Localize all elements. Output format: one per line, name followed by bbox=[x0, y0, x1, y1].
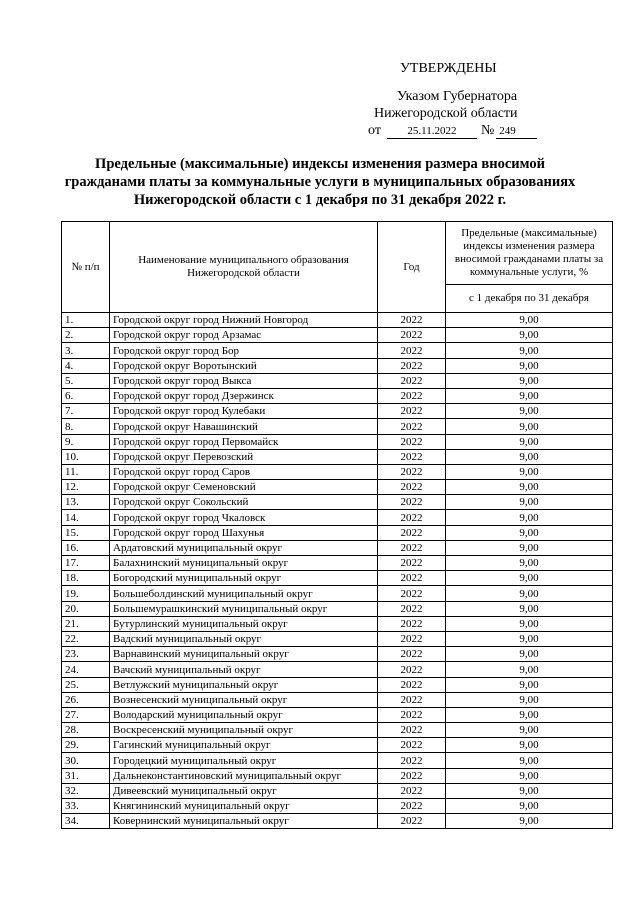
index-value: 9,00 bbox=[446, 586, 613, 601]
row-year: 2022 bbox=[378, 571, 446, 586]
table-row bbox=[62, 783, 613, 798]
table-row bbox=[62, 358, 613, 373]
row-number: 26. bbox=[62, 692, 110, 707]
row-number: 17. bbox=[62, 556, 110, 571]
municipality-name: Городской округ город Кулебаки bbox=[110, 404, 378, 419]
table-row bbox=[62, 419, 613, 434]
row-year: 2022 bbox=[378, 616, 446, 631]
index-value: 9,00 bbox=[446, 464, 613, 479]
row-year: 2022 bbox=[378, 373, 446, 388]
index-value: 9,00 bbox=[446, 556, 613, 571]
municipality-name: Городской округ Воротынский bbox=[110, 358, 378, 373]
table-row bbox=[62, 434, 613, 449]
row-year: 2022 bbox=[378, 388, 446, 403]
table-row bbox=[62, 707, 613, 722]
row-number: 23. bbox=[62, 647, 110, 662]
row-year: 2022 bbox=[378, 723, 446, 738]
decree-date: 25.11.2022 bbox=[387, 125, 477, 139]
row-number: 1. bbox=[62, 313, 110, 328]
table-row bbox=[62, 738, 613, 753]
municipality-name: Городской округ город Арзамас bbox=[110, 328, 378, 343]
index-value: 9,00 bbox=[446, 753, 613, 768]
index-value: 9,00 bbox=[446, 495, 613, 510]
row-year: 2022 bbox=[378, 449, 446, 464]
index-value: 9,00 bbox=[446, 692, 613, 707]
index-value: 9,00 bbox=[446, 313, 613, 328]
header-num: № п/п bbox=[62, 222, 110, 313]
indices-table bbox=[61, 221, 613, 829]
index-value: 9,00 bbox=[446, 723, 613, 738]
index-value: 9,00 bbox=[446, 510, 613, 525]
table-body bbox=[62, 313, 613, 829]
municipality-name: Княгининский муниципальный округ bbox=[110, 799, 378, 814]
municipality-name: Городской округ город Дзержинск bbox=[110, 388, 378, 403]
row-number: 7. bbox=[62, 404, 110, 419]
municipality-name: Варнавинский муниципальный округ bbox=[110, 647, 378, 662]
municipality-name: Городской округ Семеновский bbox=[110, 480, 378, 495]
index-value: 9,00 bbox=[446, 631, 613, 646]
index-value: 9,00 bbox=[446, 662, 613, 677]
row-year: 2022 bbox=[378, 707, 446, 722]
table-row bbox=[62, 404, 613, 419]
decree-date-line bbox=[368, 122, 537, 139]
municipality-name: Большемурашкинский муниципальный округ bbox=[110, 601, 378, 616]
municipality-name: Воскресенский муниципальный округ bbox=[110, 723, 378, 738]
row-year: 2022 bbox=[378, 328, 446, 343]
municipality-name: Городской округ Перевозский bbox=[110, 449, 378, 464]
index-value: 9,00 bbox=[446, 358, 613, 373]
index-value: 9,00 bbox=[446, 677, 613, 692]
index-value: 9,00 bbox=[446, 738, 613, 753]
municipality-name: Вознесенский муниципальный округ bbox=[110, 692, 378, 707]
table-row bbox=[62, 601, 613, 616]
table-row bbox=[62, 799, 613, 814]
index-value: 9,00 bbox=[446, 616, 613, 631]
row-number: 11. bbox=[62, 464, 110, 479]
municipality-name: Богородский муниципальный округ bbox=[110, 571, 378, 586]
decree-number: 249 bbox=[496, 125, 537, 139]
row-year: 2022 bbox=[378, 464, 446, 479]
row-number: 8. bbox=[62, 419, 110, 434]
row-number: 19. bbox=[62, 586, 110, 601]
row-year: 2022 bbox=[378, 510, 446, 525]
municipality-name: Балахнинский муниципальный округ bbox=[110, 556, 378, 571]
table-row bbox=[62, 495, 613, 510]
index-value: 9,00 bbox=[446, 373, 613, 388]
row-year: 2022 bbox=[378, 783, 446, 798]
row-year: 2022 bbox=[378, 556, 446, 571]
table-row bbox=[62, 571, 613, 586]
row-year: 2022 bbox=[378, 647, 446, 662]
table-row bbox=[62, 328, 613, 343]
index-value: 9,00 bbox=[446, 540, 613, 555]
municipality-name: Городецкий муниципальный округ bbox=[110, 753, 378, 768]
header-year: Год bbox=[378, 222, 446, 313]
row-year: 2022 bbox=[378, 586, 446, 601]
row-year: 2022 bbox=[378, 814, 446, 829]
header-index: Предельные (максимальные) индексы изменения размера вносимой гражданами платы за коммунальные услуги, % bbox=[446, 222, 613, 285]
municipality-name: Городской округ город Выкса bbox=[110, 373, 378, 388]
table-row bbox=[62, 647, 613, 662]
municipality-name: Городской округ Навашинский bbox=[110, 419, 378, 434]
index-value: 9,00 bbox=[446, 783, 613, 798]
row-number: 25. bbox=[62, 677, 110, 692]
region-line: Нижегородской области bbox=[374, 106, 518, 121]
row-year: 2022 bbox=[378, 419, 446, 434]
index-value: 9,00 bbox=[446, 571, 613, 586]
municipality-name: Володарский муниципальный округ bbox=[110, 707, 378, 722]
municipality-name: Городской округ город Первомайск bbox=[110, 434, 378, 449]
municipality-name: Городской округ город Чкаловск bbox=[110, 510, 378, 525]
index-value: 9,00 bbox=[446, 434, 613, 449]
row-year: 2022 bbox=[378, 768, 446, 783]
municipality-name: Гагинский муниципальный округ bbox=[110, 738, 378, 753]
row-number: 27. bbox=[62, 707, 110, 722]
index-value: 9,00 bbox=[446, 388, 613, 403]
index-value: 9,00 bbox=[446, 768, 613, 783]
table-row bbox=[62, 343, 613, 358]
table-row bbox=[62, 313, 613, 328]
municipality-name: Вачский муниципальный округ bbox=[110, 662, 378, 677]
table-row bbox=[62, 556, 613, 571]
index-value: 9,00 bbox=[446, 328, 613, 343]
row-number: 20. bbox=[62, 601, 110, 616]
index-value: 9,00 bbox=[446, 814, 613, 829]
municipality-name: Городской округ город Шахунья bbox=[110, 525, 378, 540]
municipality-name: Ковернинский муниципальный округ bbox=[110, 814, 378, 829]
table-row bbox=[62, 388, 613, 403]
row-number: 18. bbox=[62, 571, 110, 586]
municipality-name: Ветлужский муниципальный округ bbox=[110, 677, 378, 692]
approval-title: УТВЕРЖДЕНЫ bbox=[400, 61, 497, 76]
table-row bbox=[62, 586, 613, 601]
table-row bbox=[62, 480, 613, 495]
row-number: 10. bbox=[62, 449, 110, 464]
row-number: 2. bbox=[62, 328, 110, 343]
row-year: 2022 bbox=[378, 495, 446, 510]
row-number: 15. bbox=[62, 525, 110, 540]
row-year: 2022 bbox=[378, 343, 446, 358]
table-row bbox=[62, 540, 613, 555]
municipality-name: Большеболдинский муниципальный округ bbox=[110, 586, 378, 601]
table-row bbox=[62, 677, 613, 692]
table-row bbox=[62, 525, 613, 540]
row-year: 2022 bbox=[378, 480, 446, 495]
index-value: 9,00 bbox=[446, 799, 613, 814]
row-number: 9. bbox=[62, 434, 110, 449]
row-year: 2022 bbox=[378, 799, 446, 814]
table-row bbox=[62, 753, 613, 768]
municipality-name: Городской округ город Бор bbox=[110, 343, 378, 358]
index-value: 9,00 bbox=[446, 707, 613, 722]
index-value: 9,00 bbox=[446, 343, 613, 358]
row-number: 34. bbox=[62, 814, 110, 829]
row-number: 30. bbox=[62, 753, 110, 768]
row-year: 2022 bbox=[378, 631, 446, 646]
municipality-name: Ардатовский муниципальный округ bbox=[110, 540, 378, 555]
row-number: 3. bbox=[62, 343, 110, 358]
row-number: 22. bbox=[62, 631, 110, 646]
row-number: 4. bbox=[62, 358, 110, 373]
table-row bbox=[62, 692, 613, 707]
index-value: 9,00 bbox=[446, 601, 613, 616]
row-year: 2022 bbox=[378, 601, 446, 616]
row-number: 12. bbox=[62, 480, 110, 495]
header-period: с 1 декабря по 31 декабря bbox=[446, 285, 613, 313]
table-row bbox=[62, 449, 613, 464]
table-row bbox=[62, 464, 613, 479]
header-name: Наименование муниципального образования Нижегородской области bbox=[110, 222, 378, 313]
row-year: 2022 bbox=[378, 525, 446, 540]
row-number: 24. bbox=[62, 662, 110, 677]
row-year: 2022 bbox=[378, 677, 446, 692]
municipality-name: Дивеевский муниципальный округ bbox=[110, 783, 378, 798]
index-value: 9,00 bbox=[446, 419, 613, 434]
municipality-name: Дальнеконстантиновский муниципальный округ bbox=[110, 768, 378, 783]
municipality-name: Городской округ Сокольский bbox=[110, 495, 378, 510]
index-value: 9,00 bbox=[446, 404, 613, 419]
row-number: 16. bbox=[62, 540, 110, 555]
row-year: 2022 bbox=[378, 540, 446, 555]
row-year: 2022 bbox=[378, 434, 446, 449]
row-year: 2022 bbox=[378, 404, 446, 419]
index-value: 9,00 bbox=[446, 449, 613, 464]
index-value: 9,00 bbox=[446, 480, 613, 495]
row-number: 29. bbox=[62, 738, 110, 753]
row-year: 2022 bbox=[378, 753, 446, 768]
municipality-name: Вадский муниципальный округ bbox=[110, 631, 378, 646]
table-row bbox=[62, 723, 613, 738]
table-row bbox=[62, 662, 613, 677]
table-row bbox=[62, 616, 613, 631]
municipality-name: Городской округ город Саров bbox=[110, 464, 378, 479]
row-year: 2022 bbox=[378, 662, 446, 677]
table-row bbox=[62, 510, 613, 525]
row-number: 14. bbox=[62, 510, 110, 525]
table-row bbox=[62, 373, 613, 388]
table-row bbox=[62, 631, 613, 646]
row-year: 2022 bbox=[378, 313, 446, 328]
row-year: 2022 bbox=[378, 738, 446, 753]
table-row bbox=[62, 814, 613, 829]
number-sign: № bbox=[480, 123, 495, 138]
from-label: от bbox=[368, 123, 381, 138]
document-title: Предельные (максимальные) индексы изменения размера вносимой гражданами платы за коммунальные услуги в муниципальных образованиях Нижегородской области с 1 декабря по 31 декабря 2022 г. bbox=[64, 156, 576, 208]
row-number: 5. bbox=[62, 373, 110, 388]
municipality-name: Городской округ город Нижний Новгород bbox=[110, 313, 378, 328]
table-row bbox=[62, 768, 613, 783]
index-value: 9,00 bbox=[446, 647, 613, 662]
row-number: 21. bbox=[62, 616, 110, 631]
row-number: 6. bbox=[62, 388, 110, 403]
row-year: 2022 bbox=[378, 358, 446, 373]
row-year: 2022 bbox=[378, 692, 446, 707]
row-number: 28. bbox=[62, 723, 110, 738]
row-number: 13. bbox=[62, 495, 110, 510]
municipality-name: Бутурлинский муниципальный округ bbox=[110, 616, 378, 631]
row-number: 33. bbox=[62, 799, 110, 814]
index-value: 9,00 bbox=[446, 525, 613, 540]
row-number: 32. bbox=[62, 783, 110, 798]
decree-line: Указом Губернатора bbox=[397, 89, 518, 104]
row-number: 31. bbox=[62, 768, 110, 783]
